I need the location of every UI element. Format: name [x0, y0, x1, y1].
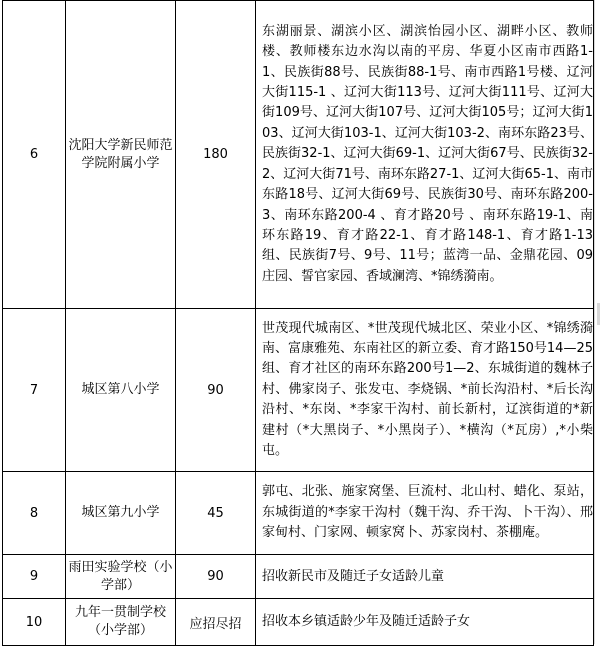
enrollment-plan: 90 [176, 309, 256, 472]
row-number: 7 [3, 309, 66, 472]
school-name: 九年一贯制学校（小学部） [66, 599, 176, 646]
enrollment-plan: 应招尽招 [176, 599, 256, 646]
admission-area: 招收本乡镇适龄少年及随迁适龄子女 [256, 599, 594, 646]
table-row [3, 555, 594, 599]
table-row [3, 1, 594, 309]
enrollment-plan: 45 [176, 472, 256, 555]
row-number: 8 [3, 472, 66, 555]
admission-area: 世茂现代城南区、*世茂现代城北区、荣业小区、*锦绣漪南、富康雅苑、东南社区的新立委、育才路150号14—25组、育才社区的南环东路200号1—2、东城街道的魏林子村、佛家岗子、张发屯、李烧锅、*前长沟沿村、*后长沟沿村、*东岗、*李家干沟村、前长新村，辽滨街道的*新建村（*大黑岗子、*小黑岗子）、*横沟（*瓦房）,*小柴屯。 [256, 309, 594, 472]
enrollment-plan: 180 [176, 1, 256, 309]
admission-area: 东湖丽景、湖滨小区、湖滨怡园小区、湖畔小区、教师楼、教师楼东边水沟以南的平房、华夏小区南市西路1-1、民族街88号、民族街88-1号、南市西路1号楼、辽河大街115-1 、辽河大街113号、辽河大街111号、辽河大街109号、辽河大街107号、辽河大街105号；辽河大街103、辽河大街103-1、辽河大街103-2、南环东路23号、民族街32-1、辽河大街69-1、辽河大街67号、民族街32-2、辽河大街71号、南环东路27-1、辽河大街65-1、南市东路18号、辽河大街69号、民族街30号、南环东路200-3、南环东路200-4 、育才路20号 、南环东路19-1、南环东路19、育才路22-1、育才路148-1、育才路1-13组、民族街7号、9号、11号；蓝湾一品、金鼎花园、09庄园、誓官家园、香域澜湾、*锦绣漪南。 [256, 1, 594, 309]
admission-area: 招收新民市及随迁子女适龄儿童 [256, 555, 594, 599]
table-row [3, 309, 594, 472]
page-edge-divider [594, 0, 595, 644]
scroll-marker [597, 303, 600, 325]
row-number: 9 [3, 555, 66, 599]
school-name: 雨田实验学校（小学部） [66, 555, 176, 599]
school-name: 城区第九小学 [66, 472, 176, 555]
enrollment-plan: 90 [176, 555, 256, 599]
admission-area: 郭屯、北张、施家窝堡、巨流村、北山村、蜡化、泵站，东城街道的*李家干沟村（魏干沟、乔干沟、卜干沟）、邢家甸村、门家网、顿家窝卜、苏家岗村、茶棚庵。 [256, 472, 594, 555]
row-number: 6 [3, 1, 66, 309]
admission-table [2, 0, 594, 646]
table-row [3, 472, 594, 555]
row-number: 10 [3, 599, 66, 646]
school-name: 城区第八小学 [66, 309, 176, 472]
table-row [3, 599, 594, 646]
school-name: 沈阳大学新民师范学院附属小学 [66, 1, 176, 309]
